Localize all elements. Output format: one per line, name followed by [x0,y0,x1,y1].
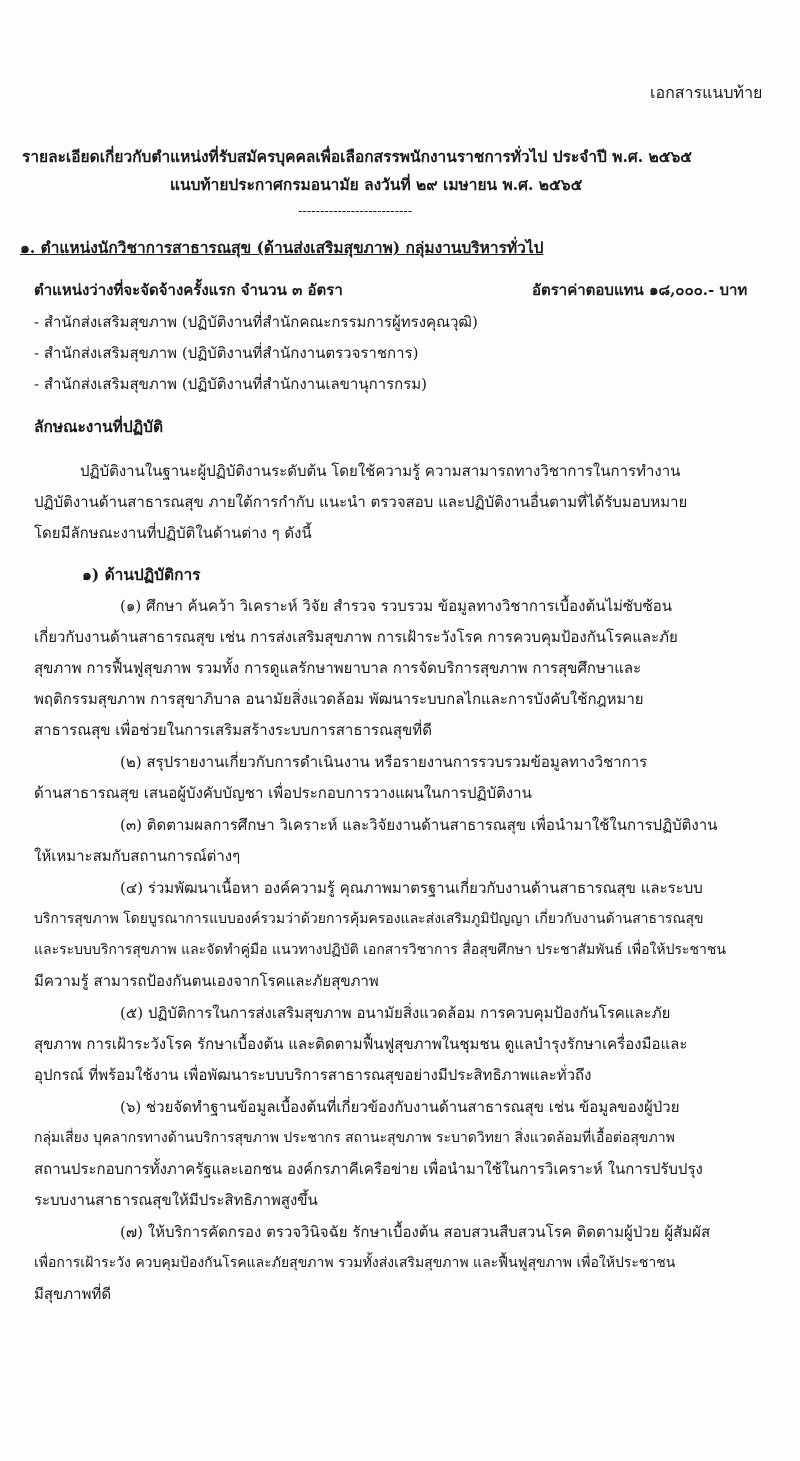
duty-item-1-line: สาธารณสุข เพื่อช่วยในการเสริมสร้างระบบการสาธารณสุขที่ดี [34,721,432,739]
duty-item-4-line: บริการสุขภาพ โดยบูรณาการแบบองค์รวมว่าด้วยการคุ้มครองและส่งเสริมภูมิปัญญา เกี่ยวกับงานด้านสาธารณสุข [34,911,704,927]
duty-item-7-line: มีสุขภาพที่ดี [34,1285,112,1303]
duty-item-4-line: มีความรู้ สามารถป้องกันตนเองจากโรคและภัยสุขภาพ [34,972,379,990]
section-1-heading: ๑) ด้านปฏิบัติการ [82,565,201,584]
duty-item-7-line: เพื่อการเฝ้าระวัง ควบคุมป้องกันโรคและภัยสุขภาพ รวมทั้งส่งเสริมสุขภาพ และฟื้นฟูสุขภาพ เพื่อให้ประชาชน [34,1255,676,1271]
document-title-line-1: รายละเอียดเกี่ยวกับตำแหน่งที่รับสมัครบุคคลเพื่อเลือกสรรพนักงานราชการทั่วไป ประจำปี พ.ศ. ๒๕๖๕ [22,147,693,166]
duty-item-6-line: สถานประกอบการทั้งภาครัฐและเอกชน องค์กรภาคีเครือข่าย เพื่อนำมาใช้ในการวิเคราะห์ ในการปรับปรุง [34,1160,703,1178]
duty-item-1-line: สุขภาพ การฟื้นฟูสุขภาพ รวมทั้ง การดูแลรักษาพยาบาล การจัดบริการสุขภาพ การสุขศึกษาและ [34,659,642,677]
unit-item: - สำนักส่งเสริมสุขภาพ (ปฏิบัติงานที่สำนักงานเลขานุการกรม) [34,375,428,393]
duty-item-5-line: (๕) ปฏิบัติการในการส่งเสริมสุขภาพ อนามัยสิ่งแวดล้อม การควบคุมป้องกันโรคและภัย [120,1004,671,1022]
unit-item: - สำนักส่งเสริมสุขภาพ (ปฏิบัติงานที่สำนักคณะกรรมการผู้ทรงคุณวุฒิ) [34,313,478,331]
duties-intro-line: โดยมีลักษณะงานที่ปฏิบัติในด้านต่าง ๆ ดังนี้ [34,524,312,542]
duty-item-3-line: ให้เหมาะสมกับสถานการณ์ต่างๆ [34,847,241,865]
duty-item-5-line: อุปกรณ์ ที่พร้อมใช้งาน เพื่อพัฒนาระบบบริการสาธารณสุขอย่างมีประสิทธิภาพและทั่วถึง [34,1066,592,1084]
vacancy-count: ตำแหน่งว่างที่จะจัดจ้างครั้งแรก จำนวน ๓ อัตรา [34,281,343,299]
duty-item-4-line: และระบบบริการสุขภาพ และจัดทำคู่มือ แนวทางปฏิบัติ เอกสารวิชาการ สื่อสุขศึกษา ประชาสัมพันธ์ เพื่อให้ประชาชน [34,942,726,958]
salary-rate: อัตราค่าตอบแทน ๑๘,๐๐๐.- บาท [532,281,748,299]
attachment-label: เอกสารแนบท้าย [650,83,763,102]
duty-item-3-line: (๓) ติดตามผลการศึกษา วิเคราะห์ และวิจัยงานด้านสาธารณสุข เพื่อนำมาใช้ในการปฏิบัติงาน [120,816,718,834]
title-divider: -------------------------- [298,204,413,219]
duties-intro-line: ปฏิบัติงานในฐานะผู้ปฏิบัติงานระดับต้น โดยใช้ความรู้ ความสามารถทางวิชาการในการทำงาน [80,462,681,480]
duty-item-1-line: พฤติกรรมสุขภาพ การสุขาภิบาล อนามัยสิ่งแวดล้อม พัฒนาระบบกลไกและการบังคับใช้กฎหมาย [34,690,644,708]
duty-item-6-line: (๖) ช่วยจัดทำฐานข้อมูลเบื้องต้นที่เกี่ยวข้องกับงานด้านสาธารณสุข เช่น ข้อมูลของผู้ป่วย [120,1098,680,1116]
duties-intro-line: ปฏิบัติงานด้านสาธารณสุข ภายใต้การกำกับ แนะนำ ตรวจสอบ และปฏิบัติงานอื่นตามที่ได้รับมอบหมาย [34,493,688,511]
duty-item-1-line: เกี่ยวกับงานด้านสาธารณสุข เช่น การส่งเสริมสุขภาพ การเฝ้าระวังโรค การควบคุมป้องกันโรคและภัย [34,628,678,646]
duty-item-6-line: กลุ่มเสี่ยง บุคลากรทางด้านบริการสุขภาพ ประชากร สถานะสุขภาพ ระบาดวิทยา สิ่งแวดล้อมที่เอื้อต่อสุขภาพ [34,1130,675,1146]
position-heading: ๑. ตำแหน่งนักวิชาการสาธารณสุข (ด้านส่งเสริมสุขภาพ) กลุ่มงานบริหารทั่วไป [20,238,544,257]
duty-item-2-line: (๒) สรุปรายงานเกี่ยวกับการดำเนินงาน หรือรายงานการรวบรวมข้อมูลทางวิชาการ [120,753,648,771]
duty-item-6-line: ระบบงานสาธารณสุขให้มีประสิทธิภาพสูงขึ้น [34,1191,318,1209]
duties-heading: ลักษณะงานที่ปฏิบัติ [34,417,164,436]
duty-item-7-line: (๗) ให้บริการคัดกรอง ตรวจวินิจฉัย รักษาเบื้องต้น สอบสวนสืบสวนโรค ติดตามผู้ป่วย ผู้สัมผัส [120,1223,711,1241]
unit-item: - สำนักส่งเสริมสุขภาพ (ปฏิบัติงานที่สำนักงานตรวจราชการ) [34,344,419,362]
duty-item-1-line: (๑) ศึกษา ค้นคว้า วิเคราะห์ วิจัย สำรวจ รวบรวม ข้อมูลทางวิชาการเบื้องต้นไม่ซับซ้อน [120,597,673,615]
document-title-line-2: แนบท้ายประกาศกรมอนามัย ลงวันที่ ๒๙ เมษายน พ.ศ. ๒๕๖๕ [170,175,583,194]
duty-item-4-line: (๔) ร่วมพัฒนาเนื้อหา องค์ความรู้ คุณภาพมาตรฐานเกี่ยวกับงานด้านสาธารณสุข และระบบ [120,879,703,897]
duty-item-5-line: สุขภาพ การเฝ้าระวังโรค รักษาเบื้องต้น และติดตามฟื้นฟูสุขภาพในชุมชน ดูแลบำรุงรักษาเครื่องมือและ [34,1035,688,1053]
duty-item-2-line: ด้านสาธารณสุข เสนอผู้บังคับบัญชา เพื่อประกอบการวางแผนในการปฏิบัติงาน [34,784,532,802]
